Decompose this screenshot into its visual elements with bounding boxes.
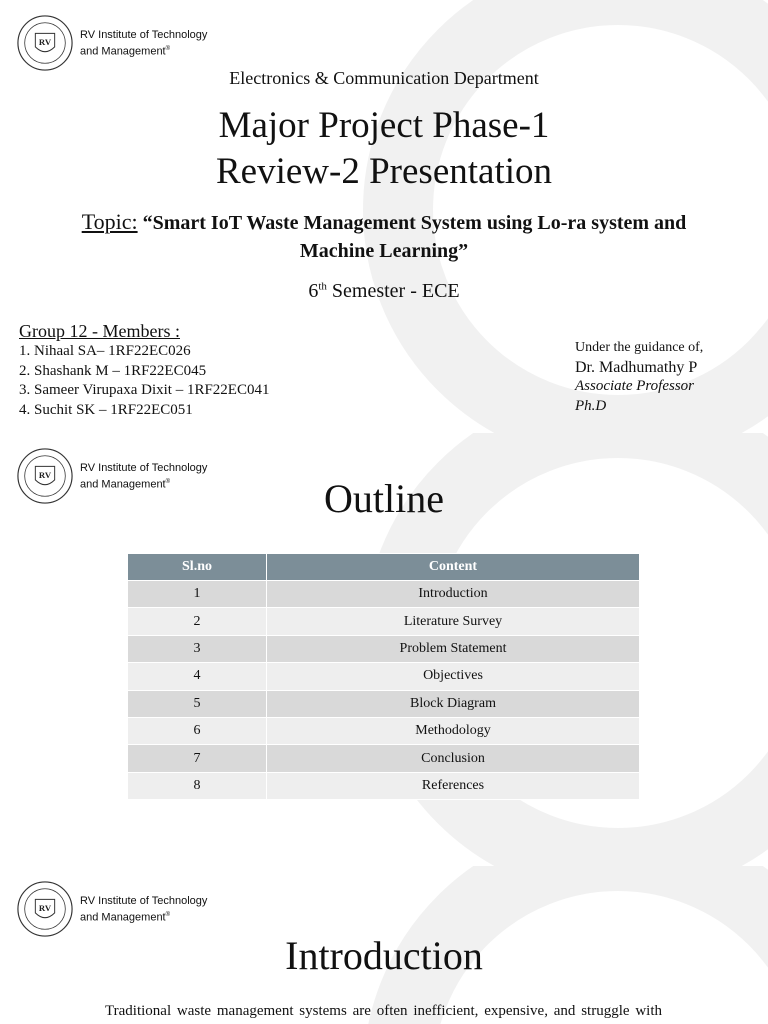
logo-text: RV Institute of Technology and Management® [80,461,208,491]
introduction-slide [0,866,768,1024]
guide-name: Dr. Madhumathy P [575,358,698,376]
logo-name-line1: RV Institute of Technology [80,461,208,474]
cell-content: Introduction [267,581,640,608]
logo-name-line2: and Management [80,911,166,924]
logo-text: RV Institute of Technology and Management® [80,894,208,924]
outline-table [127,553,640,800]
table-row [128,745,640,772]
semester-suffix: th [318,280,327,293]
svg-text:RV: RV [38,902,52,913]
table-row [128,690,640,717]
svg-text:RV: RV [38,36,52,47]
title-line1: Major Project Phase-1 [218,105,550,146]
topic-label: Topic: [81,209,138,234]
guide-degree: Ph.D [575,397,607,414]
institute-logo [16,880,207,938]
topic [0,208,768,265]
member-item: 2. Shashank M – 1RF22EC045 [19,362,207,379]
header-content: Content [267,554,640,581]
cell-slno: 1 [128,581,267,608]
cell-content: Methodology [267,717,640,744]
cell-content: Literature Survey [267,608,640,635]
department: Electronics & Communication Department [229,68,539,88]
table-row [128,608,640,635]
table-row [128,581,640,608]
cell-slno: 6 [128,717,267,744]
guide-title: Associate Professor [575,378,695,394]
table-row [128,717,640,744]
member-item: 1. Nihaal SA– 1RF22EC026 [19,343,191,359]
member-item: 4. Suchit SK – 1RF22EC051 [19,401,193,418]
cell-content: References [267,772,640,799]
title-line2: Review-2 Presentation [216,151,552,192]
semester-text: Semester - ECE [326,280,460,302]
topic-text: “Smart IoT Waste Management System using Lo-ra system and Machine Learning” [142,212,687,262]
semester-number: 6 [308,280,319,302]
logo-name-line1: RV Institute of Technology [80,28,208,41]
cell-slno: 2 [128,608,267,635]
cell-content: Objectives [267,663,640,690]
table-header-row [128,554,640,581]
rv-emblem-icon [16,14,74,72]
introduction-title: Introduction [285,933,483,978]
rv-emblem-icon [16,880,74,938]
members-list [19,320,269,420]
logo-name-line2: and Management [80,478,166,491]
title-slide [0,0,768,433]
cell-slno: 7 [128,745,267,772]
outline-slide [0,433,768,866]
cell-slno: 3 [128,635,267,662]
outline-title: Outline [324,476,444,521]
institute-logo [16,14,207,72]
semester [0,280,768,303]
cell-content: Conclusion [267,745,640,772]
cell-slno: 4 [128,663,267,690]
member-item: 3. Sameer Virupaxa Dixit – 1RF22EC041 [19,382,270,398]
logo-name-line1: RV Institute of Technology [80,894,208,907]
cell-content: Block Diagram [267,690,640,717]
members-heading: Group 12 - Members : [19,321,180,341]
guidance-label: Under the guidance of, [575,340,704,355]
guide-info [575,338,703,416]
table-row [128,772,640,799]
introduction-paragraph: Traditional waste management systems are often inefficient, expensive, and struggle with [105,1003,662,1019]
svg-text:RV: RV [38,469,52,480]
logo-name-line2: and Management [80,45,166,58]
header-slno: Sl.no [128,554,267,581]
logo-text: RV Institute of Technology and Management® [80,28,208,58]
table-row [128,663,640,690]
cell-content: Problem Statement [267,635,640,662]
cell-slno: 8 [128,772,267,799]
table-row [128,635,640,662]
cell-slno: 5 [128,690,267,717]
